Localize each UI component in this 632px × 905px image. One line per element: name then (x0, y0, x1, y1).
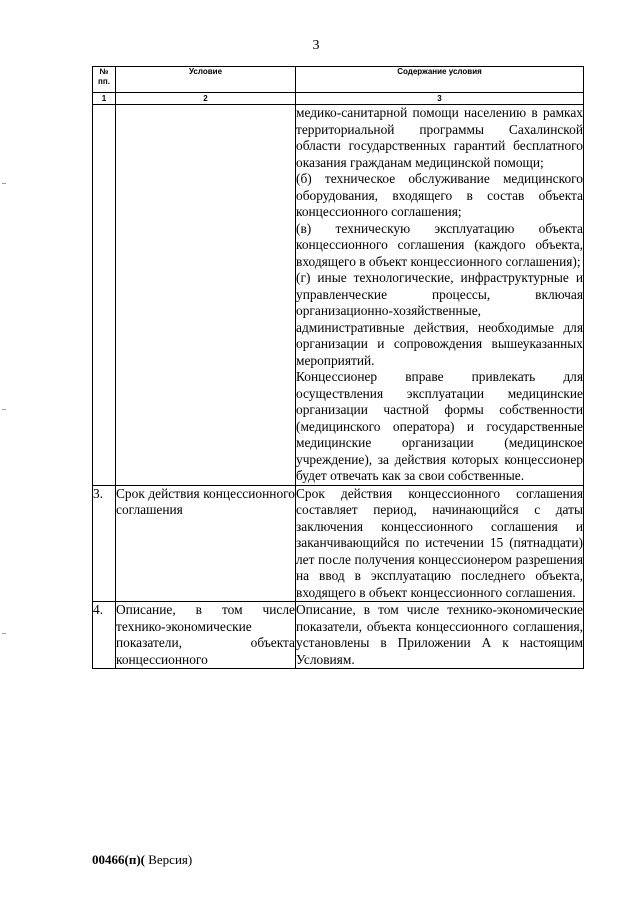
header-number: № пп. (93, 67, 116, 93)
content-paragraph: Срок действия концессионного соглашения составляет период, начинающийся с даты заключения концессионного соглашения и заканчивающийся по истечении 15 (пятнадцати) лет после получения концессионером разрешения на ввод в эксплуатацию последнего объекта, входящего в объект концессионного соглашения. (296, 485, 583, 600)
table-row (93, 105, 584, 486)
scan-edge-mark (2, 633, 6, 634)
header-condition: Условие (116, 67, 296, 93)
content-paragraph: Концессионер вправе привлекать для осуществления эксплуатации медицинские организации частной формы собственности (медицинского оператора) и государственные медицинские организации (медицинское учреждение), за действия которых концессионер будет отвечать как за свои собственные. (296, 369, 583, 483)
row-number: 4. (93, 602, 116, 669)
content-paragraph: (г) иные технологические, инфраструктурные и управленческие процессы, включая организационно-хозяйственные, административные действия, необходимые для организации и сопровождения вышеуказанных мероприятий. (296, 270, 583, 368)
document-code-footer (92, 852, 192, 868)
content-paragraph: (в) техническую эксплуатацию объекта концессионного соглашения (каждого объекта, входящего в объект концессионного соглашения); (296, 220, 583, 269)
numbering-cell: 2 (116, 93, 296, 105)
table-numbering-row (93, 93, 584, 105)
content-paragraph: медико-санитарной помощи населению в рамках территориальной программы Сахалинской области государственных гарантий бесплатного оказания гражданам медицинской помощи; (296, 105, 583, 170)
document-version: Версия) (144, 852, 193, 867)
table-header-row (93, 67, 584, 93)
scan-edge-mark (2, 183, 6, 184)
row-number: 3. (93, 485, 116, 602)
table-row (93, 485, 584, 602)
row-condition: Описание, в том числе технико-экономические показатели, объекта концессионного (116, 602, 295, 667)
content-paragraph: Описание, в том числе технико-экономические показатели, объекта концессионного соглашения, установлены в Приложении А к настоящим Условиям. (296, 602, 583, 667)
header-content: Содержание условия (296, 67, 584, 93)
row-number (93, 105, 116, 486)
row-condition: Срок действия концессионного соглашения (116, 485, 296, 602)
row-content (296, 602, 584, 669)
scan-edge-mark (2, 409, 6, 410)
numbering-cell: 1 (93, 93, 116, 105)
page-number: 3 (312, 38, 320, 53)
content-paragraph: (б) техническое обслуживание медицинского оборудования, входящего в состав объекта концессионного соглашения; (296, 171, 583, 219)
document-code: 00466(п)( (92, 852, 145, 867)
row-content (296, 485, 584, 602)
conditions-table (92, 66, 584, 669)
table-row (93, 602, 584, 669)
numbering-cell: 3 (296, 93, 584, 105)
row-content (296, 105, 584, 486)
row-condition (116, 105, 296, 486)
